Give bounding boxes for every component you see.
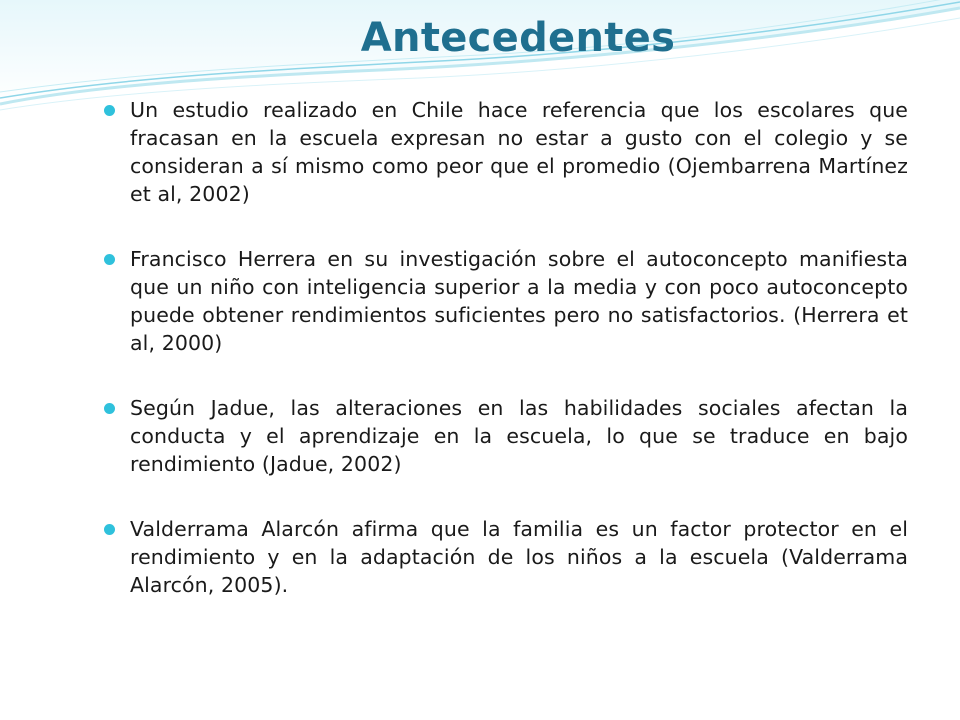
bullet-item	[104, 394, 908, 478]
bullet-item	[104, 245, 908, 357]
bullet-text: Francisco Herrera en su investigación sobre el autoconcepto manifiesta que un niño con inteligencia superior a la media y con poco autoconcepto puede obtener rendimientos suficientes pero no satisfactorios. (Herrera et al, 2000)	[130, 247, 908, 355]
bullet-text: Valderrama Alarcón afirma que la familia es un factor protector en el rendimiento y en la adaptación de los niños a la escuela (Valderrama Alarcón, 2005).	[130, 517, 908, 597]
bullet-dot-icon	[104, 105, 115, 116]
bullet-text: Según Jadue, las alteraciones en las habilidades sociales afectan la conducta y el aprendizaje en la escuela, lo que se traduce en bajo rendimiento (Jadue, 2002)	[130, 396, 908, 476]
bullet-item	[104, 96, 908, 208]
bullet-dot-icon	[104, 524, 115, 535]
bullet-dot-icon	[104, 254, 115, 265]
bullet-item	[104, 515, 908, 599]
bullet-text: Un estudio realizado en Chile hace referencia que los escolares que fracasan en la escuela expresan no estar a gusto con el colegio y se consideran a sí mismo como peor que el promedio (Ojembarrena Martínez et al, 2002)	[130, 98, 908, 206]
bullet-dot-icon	[104, 403, 115, 414]
slide-title: Antecedentes	[360, 15, 676, 61]
bullet-list	[104, 96, 908, 636]
